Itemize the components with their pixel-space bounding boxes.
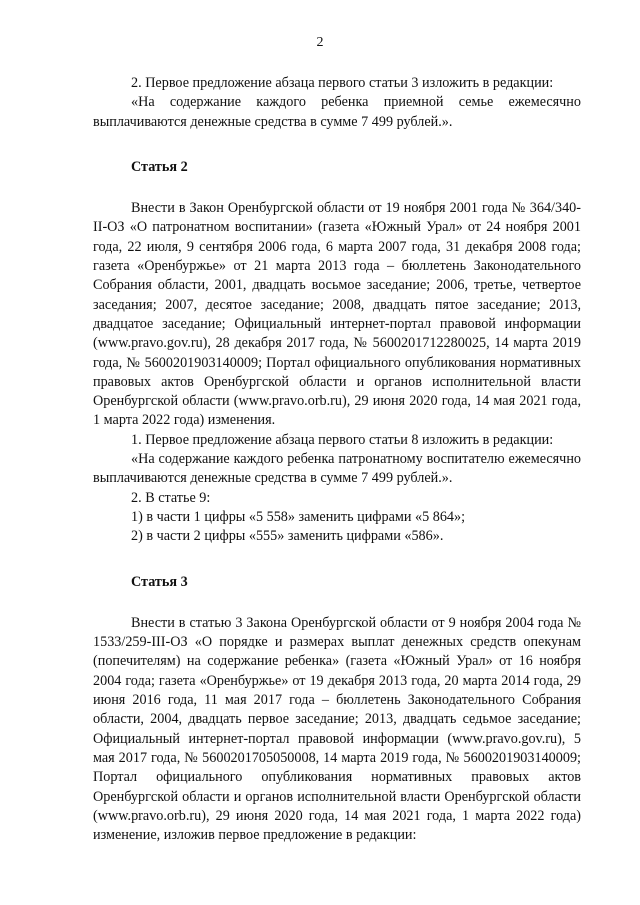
article2-item1-paragraph: 1. Первое предложение абзаца первого статьи 8 изложить в редакции: <box>131 431 554 448</box>
section1-item2-paragraph: 2. Первое предложение абзаца первого статьи 3 изложить в редакции: <box>131 75 554 91</box>
article2-item2-sub1: 1) в части 1 цифры «5 558» заменить цифрами «5 864»; <box>131 508 466 525</box>
article2-heading: Статья 2 <box>131 158 188 175</box>
article2-item2-paragraph: 2. В статье 9: <box>131 489 211 506</box>
article2-item2-sub2: 2) в части 2 цифры «555» заменить цифрами «586». <box>131 528 444 545</box>
article3-heading: Статья 3 <box>131 573 188 590</box>
article2-intro-paragraph: Внести в Закон Оренбургской области от 19 ноября 2001 года № 364/340-II-ОЗ «О патронатном воспитании» (газета «Южный Урал» от 24 ноября 2001 года, 22 июля, 9 сентября 2006 года, 6 марта 2007 года, 31 декабря 2008 года; газета «Оренбуржье» от 21 марта 2013 года – бюллетень Законодательного Собрания области, 2001, двадцать восьмое заседание; 2006, третье, четвертое заседания; 2007, десятое заседание; 2008, двадцать пятое заседание; 2013, двадцатое заседание; Официальный интернет-портал правовой информации (www.pravo.gov.ru), 28 декабря 2017 года, № 5600201712280025, 14 марта 2019 года, № 5600201903140009; Портал официального опубликования нормативных правовых актов Оренбургской области и органов исполнительной власти Оренбургской области (www.pravo.orb.ru), 29 июня 2020 года, 14 мая 2021 года, 1 марта 2022 года) изменения. <box>93 200 581 429</box>
article3-intro-paragraph: Внести в статью 3 Закона Оренбургской области от 9 ноября 2004 года № 1533/259-III-ОЗ «О порядке и размерах выплат денежных средств опекунам (попечителям) на содержание ребенка» (газета «Южный Урал» от 16 ноября 2004 года; газета «Оренбуржье» от 19 декабря 2013 года, 20 марта 2014 года, 29 июня 2016 года, 11 мая 2017 года – бюллетень Законодательного Собрания области, 2004, двадцать первое заседание; 2013, двадцать седьмое заседание; Официальный интернет-портал правовой информации (www.pravo.gov.ru), 5 мая 2017 года, № 5600201705050008, 14 марта 2019 года, № 5600201903140009; Портал официального опубликования нормативных правовых актов Оренбургской области и органов исполнительной власти Оренбургской области (www.pravo.orb.ru), 29 июня 2020 года, 14 мая 2021 года, 1 марта 2022 года) изменение, изложив первое предложение в редакции: <box>93 614 581 844</box>
document-body <box>93 74 581 845</box>
page-number: 2 <box>316 35 324 50</box>
section1-quote-paragraph: «На содержание каждого ребенка приемной семье ежемесячно выплачиваются денежные средства в сумме 7 499 рублей.». <box>93 94 581 130</box>
article2-item1-quote: «На содержание каждого ребенка патронатному воспитателю ежемесячно выплачиваются денежные средства в сумме 7 499 рублей.». <box>93 451 581 487</box>
